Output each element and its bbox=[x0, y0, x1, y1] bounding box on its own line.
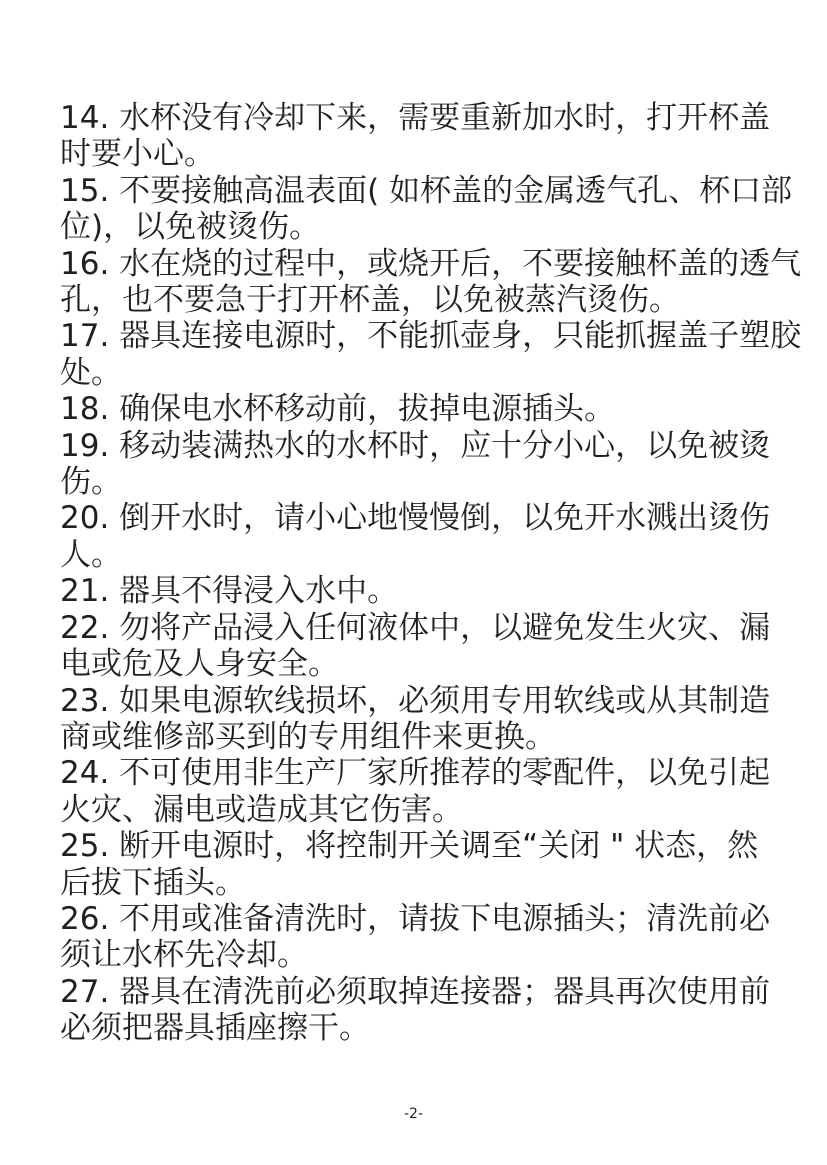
instruction-item bbox=[60, 245, 802, 319]
instruction-line: 孔，也不要急于打开杯盖，以免被蒸汽烫伤。 bbox=[60, 282, 680, 319]
instruction-line: 22. 勿将产品浸入任何液体中，以避免发生火灾、漏 bbox=[60, 609, 771, 646]
instruction-item bbox=[60, 610, 780, 683]
instruction-line: 电或危及人身安全。 bbox=[60, 646, 339, 683]
instruction-line: 须让水杯先冷却。 bbox=[60, 937, 308, 974]
instruction-line: 位)，以免被烫伤。 bbox=[60, 209, 321, 246]
instruction-item bbox=[60, 974, 780, 1047]
instruction-line: 后拔下插头。 bbox=[60, 864, 246, 901]
page-number: -2- bbox=[403, 1106, 423, 1122]
instruction-line: 18. 确保电水杯移动前，拔掉电源插头。 bbox=[60, 391, 616, 428]
instruction-line: 14. 水杯没有冷却下来，需要重新加水时，打开杯盖 bbox=[60, 100, 771, 136]
instruction-item bbox=[60, 901, 780, 974]
instruction-line: 商或维修部买到的专用组件来更换。 bbox=[60, 718, 556, 755]
instruction-line: 伤。 bbox=[60, 464, 122, 501]
instruction-item bbox=[60, 755, 780, 828]
instruction-line: 23. 如果电源软线损坏，必须用专用软线或从其制造 bbox=[60, 682, 771, 719]
instruction-item bbox=[60, 828, 780, 901]
instruction-line: 16. 水在烧的过程中，或烧开后，不要接触杯盖的透气 bbox=[60, 245, 802, 282]
instruction-line: 时要小心。 bbox=[60, 136, 215, 173]
instruction-item bbox=[60, 573, 780, 609]
instruction-line: 25. 断开电源时，将控制开关调至“关闭 " 状态，然 bbox=[60, 828, 759, 865]
instruction-line: 19. 移动装满热水的水杯时，应十分小心，以免被烫 bbox=[60, 427, 771, 464]
instruction-line: 人。 bbox=[60, 536, 122, 573]
instruction-item bbox=[60, 500, 780, 573]
instruction-item bbox=[60, 683, 780, 756]
instruction-line: 处。 bbox=[60, 354, 122, 391]
instruction-line: 15. 不要接触高温表面( 如杯盖的金属透气孔、杯口部 bbox=[60, 172, 793, 209]
instruction-item bbox=[60, 172, 793, 246]
instruction-item bbox=[60, 391, 780, 427]
instruction-line: 26. 不用或准备清洗时，请拔下电源插头；清洗前必 bbox=[60, 900, 771, 937]
instruction-line: 必须把器具插座擦干。 bbox=[60, 1010, 370, 1047]
instruction-item bbox=[60, 100, 780, 173]
instruction-line: 火灾、漏电或造成其它伤害。 bbox=[60, 791, 463, 828]
instruction-item bbox=[60, 318, 802, 391]
instruction-line: 20. 倒开水时，请小心地慢慢倒，以免开水溅出烫伤 bbox=[60, 500, 771, 537]
instruction-item bbox=[60, 428, 780, 501]
instruction-line: 24. 不可使用非生产厂家所推荐的零配件，以免引起 bbox=[60, 755, 771, 792]
instruction-list bbox=[60, 100, 802, 1047]
instruction-line: 21. 器具不得浸入水中。 bbox=[60, 573, 399, 610]
instruction-line: 27. 器具在清洗前必须取掉连接器；器具再次使用前 bbox=[60, 973, 771, 1010]
instruction-line: 17. 器具连接电源时，不能抓壶身，只能抓握盖子塑胶 bbox=[60, 318, 802, 355]
